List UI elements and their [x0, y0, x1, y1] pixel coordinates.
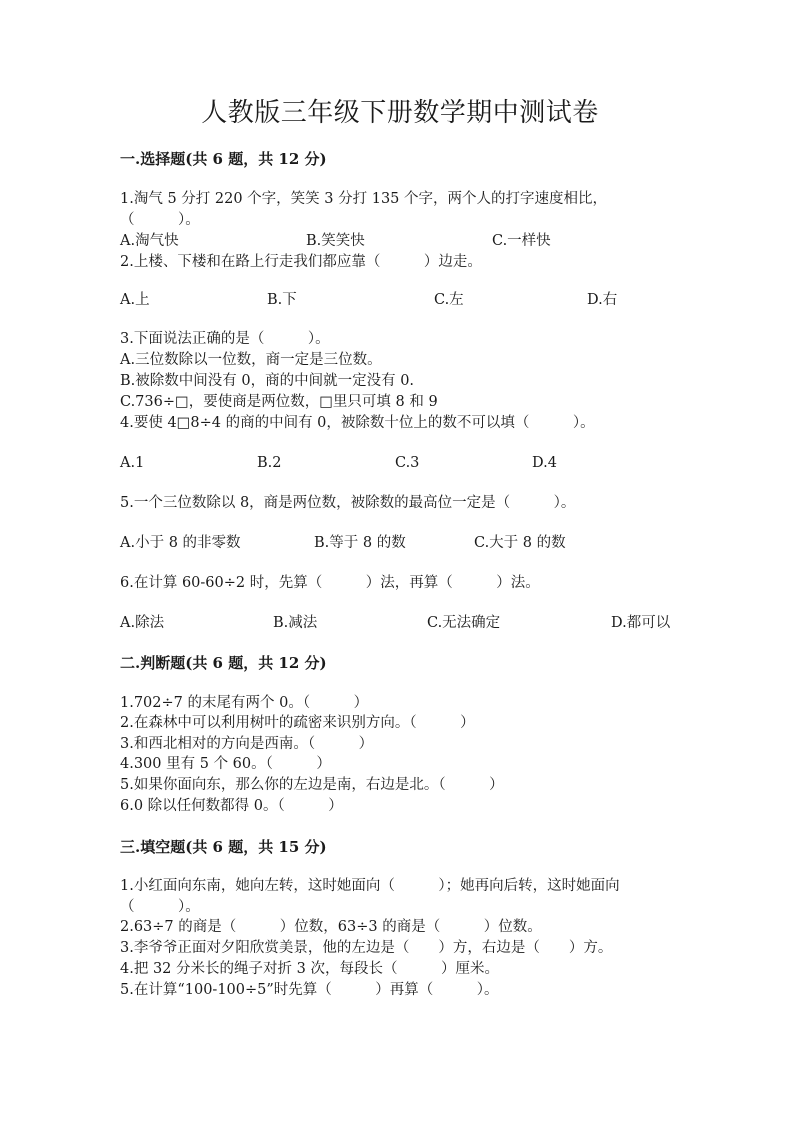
question-text: 4.要使 4□8÷4 的商的中间有 0，被除数十位上的数不可以填（ ）。	[120, 415, 595, 431]
fill-item: 5.在计算“100-100÷5”时先算（ ）再算（ ）。	[120, 982, 499, 998]
judgment-item: 4.300 里有 5 个 60。（ ）	[120, 756, 331, 772]
option-d: D.4	[532, 455, 557, 471]
option-a: A.淘气快	[120, 233, 179, 249]
fill-item: 2.63÷7 的商是（ ）位数，63÷3 的商是（ ）位数。	[120, 919, 542, 935]
option-d: D.都可以	[611, 615, 671, 631]
option-c: C.一样快	[492, 233, 551, 249]
option-a: A.小于 8 的非零数	[120, 535, 241, 551]
option-a: A.上	[120, 292, 150, 308]
judgment-item: 1.702÷7 的末尾有两个 0。（ ）	[120, 695, 369, 711]
option-c: C.大于 8 的数	[474, 535, 566, 551]
option-a: A.除法	[120, 615, 165, 631]
section-heading-choice: 一.选择题(共 6 题，共 12 分)	[120, 150, 327, 168]
question-text: （ ）。	[120, 212, 200, 228]
fill-item: 3.李爷爷正面对夕阳欣赏美景，他的左边是（ ）方，右边是（ ）方。	[120, 940, 613, 956]
section-heading-judgment: 二.判断题(共 6 题，共 12 分)	[120, 654, 327, 672]
question-text: 3.下面说法正确的是（ ）。	[120, 331, 330, 347]
question-text: 1.淘气 5 分打 220 个字，笑笑 3 分打 135 个字，两个人的打字速度相比，	[120, 191, 608, 207]
option-b: B.笑笑快	[306, 233, 365, 249]
judgment-item: 6.0 除以任何数都得 0。（ ）	[120, 798, 343, 814]
judgment-item: 2.在森林中可以利用树叶的疏密来识别方向。（ ）	[120, 715, 475, 731]
question-text: 2.上楼、下楼和在路上行走我们都应靠（ ）边走。	[120, 254, 482, 270]
option-b: B.被除数中间没有 0，商的中间就一定没有 0.	[120, 373, 415, 389]
question-text: 6.在计算 60-60÷2 时，先算（ ）法，再算（ ）法。	[120, 575, 540, 591]
option-b: B.2	[257, 455, 282, 471]
option-c: C.无法确定	[427, 615, 501, 631]
option-c: C.3	[395, 455, 420, 471]
section-heading-fill: 三.填空题(共 6 题，共 15 分)	[120, 838, 327, 856]
option-c: C.左	[434, 292, 464, 308]
page-title: 人教版三年级下册数学期中测试卷	[201, 98, 599, 128]
option-b: B.减法	[273, 615, 318, 631]
fill-item: （ ）。	[120, 899, 200, 915]
option-c: C.736÷□，要使商是两位数，□里只可填 8 和 9	[120, 394, 438, 410]
judgment-item: 3.和西北相对的方向是西南。（ ）	[120, 736, 374, 752]
fill-item: 4.把 32 分米长的绳子对折 3 次，每段长（ ）厘米。	[120, 961, 499, 977]
question-text: 5.一个三位数除以 8，商是两位数，被除数的最高位一定是（ ）。	[120, 495, 576, 511]
option-a: A.三位数除以一位数，商一定是三位数。	[120, 352, 382, 368]
option-b: B.下	[267, 292, 297, 308]
option-d: D.右	[587, 292, 618, 308]
judgment-item: 5.如果你面向东，那么你的左边是南，右边是北。（ ）	[120, 777, 504, 793]
fill-item: 1.小红面向东南，她向左转，这时她面向（ ）；她再向后转，这时她面向	[120, 878, 620, 894]
option-b: B.等于 8 的数	[314, 535, 406, 551]
option-a: A.1	[120, 455, 145, 471]
